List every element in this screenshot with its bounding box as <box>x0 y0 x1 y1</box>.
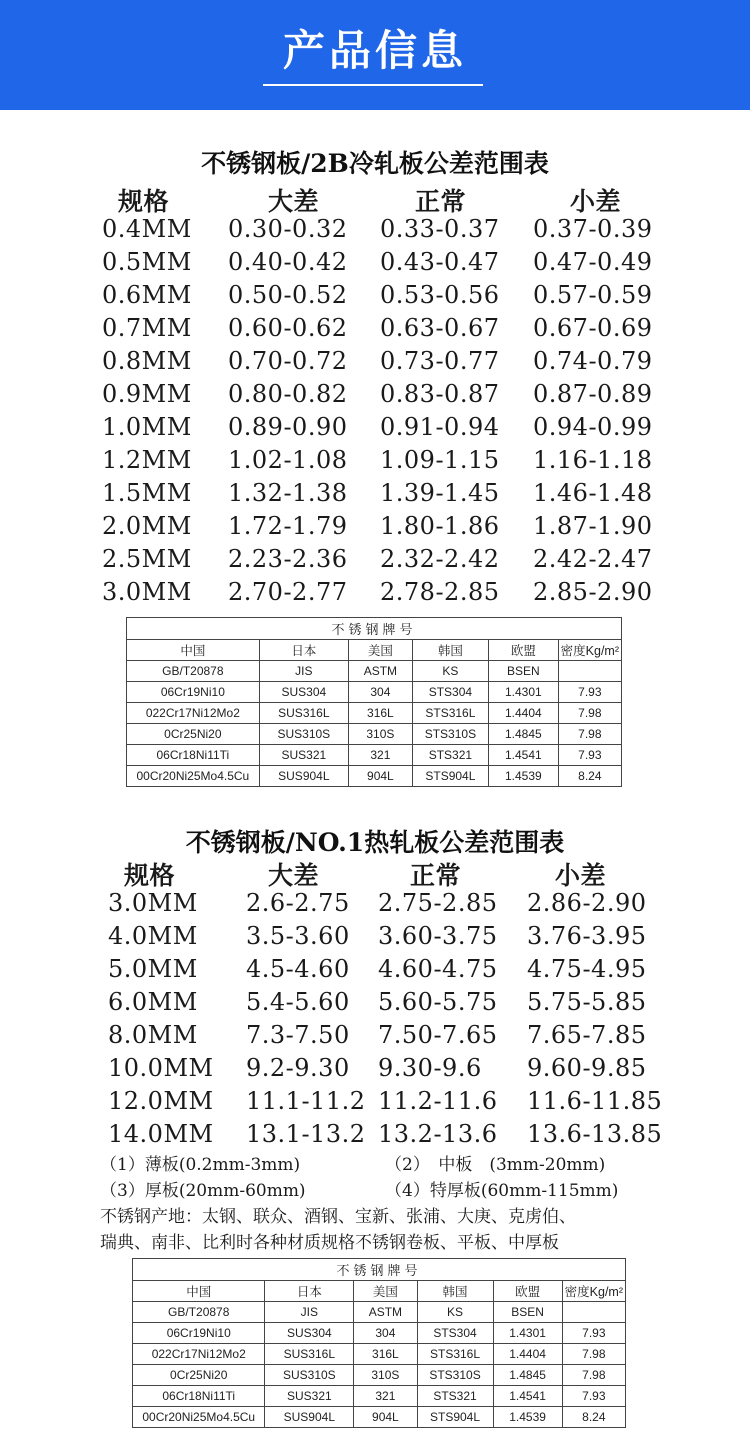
grade-cell: 0Cr25Ni20 <box>127 724 260 745</box>
grade-header-row <box>133 1281 626 1302</box>
large-tolerance-cell: 13.1-13.2 <box>246 1120 366 1148</box>
normal-tolerance-cell: 5.60-5.75 <box>378 988 498 1016</box>
header-spec: 规格 <box>118 187 170 216</box>
grade-cell: SUS304 <box>265 1323 354 1344</box>
table-row <box>0 347 750 380</box>
table-row <box>127 766 622 787</box>
grade-table-caption: 不锈钢牌号 <box>133 1259 626 1281</box>
grade-cell: SUS904L <box>259 766 348 787</box>
spec-cell: 4.0MM <box>108 922 198 950</box>
grade-cell: 0Cr25Ni20 <box>133 1365 265 1386</box>
small-tolerance-cell: 0.67-0.69 <box>533 314 653 342</box>
grade-cell: 904L <box>354 1407 417 1428</box>
small-tolerance-cell: 2.85-2.90 <box>533 578 653 606</box>
large-tolerance-cell: 2.23-2.36 <box>228 545 348 573</box>
spec-cell: 0.9MM <box>102 380 192 408</box>
small-tolerance-cell: 4.75-4.95 <box>527 955 647 983</box>
grade-cell: 304 <box>354 1323 417 1344</box>
table-row <box>127 724 622 745</box>
grade-cell: 06Cr19Ni10 <box>127 682 260 703</box>
grade-cell: 韩国 <box>412 640 488 661</box>
spec-cell: 0.8MM <box>102 347 192 375</box>
grade-cell: 1.4541 <box>493 1386 562 1407</box>
grade-cell: 1.4539 <box>489 766 559 787</box>
grade-cell: 7.98 <box>558 703 621 724</box>
spec-cell: 0.6MM <box>102 281 192 309</box>
grade-cell: STS316L <box>412 703 488 724</box>
grade-cell: 022Cr17Ni12Mo2 <box>127 703 260 724</box>
small-tolerance-cell: 7.65-7.85 <box>527 1021 647 1049</box>
table-row <box>0 413 750 446</box>
normal-tolerance-cell: 1.09-1.15 <box>380 446 500 474</box>
normal-tolerance-cell: 1.39-1.45 <box>380 479 500 507</box>
large-tolerance-cell: 2.70-2.77 <box>228 578 348 606</box>
grade-cell: 美国 <box>354 1281 417 1302</box>
grade-cell: 密度Kg/m² <box>562 1281 625 1302</box>
spec-cell: 3.0MM <box>108 889 198 917</box>
large-tolerance-cell: 2.6-2.75 <box>246 889 350 917</box>
grade-cell: 1.4845 <box>489 724 559 745</box>
normal-tolerance-cell: 2.32-2.42 <box>380 545 500 573</box>
grade-standards-row <box>133 1302 626 1323</box>
table-row <box>133 1344 626 1365</box>
grade-cell: 316L <box>354 1344 417 1365</box>
grade-cell: GB/T20878 <box>133 1302 265 1323</box>
small-tolerance-cell: 5.75-5.85 <box>527 988 647 1016</box>
grade-cell: 316L <box>348 703 412 724</box>
grade-cell: 1.4539 <box>493 1407 562 1428</box>
spec-cell: 5.0MM <box>108 955 198 983</box>
small-tolerance-cell: 0.37-0.39 <box>533 215 653 243</box>
grade-cell: KS <box>417 1302 493 1323</box>
note-extra-thick-plate: （4）特厚板(60mm-115mm) <box>385 1181 619 1201</box>
table-row <box>0 314 750 347</box>
grade-cell: 7.98 <box>558 724 621 745</box>
grade-cell: 欧盟 <box>489 640 559 661</box>
table-row <box>127 703 622 724</box>
normal-tolerance-cell: 0.53-0.56 <box>380 281 500 309</box>
table-row <box>0 578 750 611</box>
normal-tolerance-cell: 1.80-1.86 <box>380 512 500 540</box>
normal-tolerance-cell: 0.43-0.47 <box>380 248 500 276</box>
small-tolerance-cell: 9.60-9.85 <box>527 1054 647 1082</box>
normal-tolerance-cell: 0.83-0.87 <box>380 380 500 408</box>
small-tolerance-cell: 3.76-3.95 <box>527 922 647 950</box>
grade-cell: 7.98 <box>562 1344 625 1365</box>
grade-cell: GB/T20878 <box>127 661 260 682</box>
grade-cell: 304 <box>348 682 412 703</box>
grade-cell: STS304 <box>412 682 488 703</box>
grade-standards-row <box>127 661 622 682</box>
grade-cell: 7.98 <box>562 1365 625 1386</box>
large-tolerance-cell: 5.4-5.60 <box>246 988 350 1016</box>
hot-table-title: 不锈钢板/NO.1热轧板公差范围表 <box>185 828 565 857</box>
origin-line-2: 瑞典、南非、比利时各种材质规格不锈钢卷板、平板、中厚板 <box>100 1233 559 1253</box>
spec-cell: 6.0MM <box>108 988 198 1016</box>
spec-cell: 14.0MM <box>108 1120 214 1148</box>
spec-cell: 2.5MM <box>102 545 192 573</box>
small-tolerance-cell: 11.6-11.85 <box>527 1087 663 1115</box>
table-row <box>133 1407 626 1428</box>
grade-cell: 06Cr18Ni11Ti <box>133 1386 265 1407</box>
grade-cell: BSEN <box>493 1302 562 1323</box>
grade-cell: 7.93 <box>558 682 621 703</box>
grade-cell: 韩国 <box>417 1281 493 1302</box>
grade-cell: SUS310S <box>265 1365 354 1386</box>
note-medium-plate: （2） 中板 (3mm-20mm) <box>385 1155 606 1175</box>
large-tolerance-cell: 3.5-3.60 <box>246 922 350 950</box>
table-row <box>0 512 750 545</box>
table-header-row <box>0 856 750 889</box>
table-row <box>133 1365 626 1386</box>
origin-line-1: 不锈钢产地：太钢、联众、酒钢、宝新、张浦、大庚、克虏伯、 <box>100 1207 576 1227</box>
grade-cell: 中国 <box>133 1281 265 1302</box>
spec-cell: 10.0MM <box>108 1054 214 1082</box>
spec-cell: 1.2MM <box>102 446 192 474</box>
spec-cell: 2.0MM <box>102 512 192 540</box>
large-tolerance-cell: 0.60-0.62 <box>228 314 348 342</box>
cold-table-title: 不锈钢板/2B冷轧板公差范围表 <box>201 149 549 178</box>
table-row <box>0 281 750 314</box>
spec-cell: 0.7MM <box>102 314 192 342</box>
header-large: 大差 <box>268 861 320 890</box>
grade-cell: SUS904L <box>265 1407 354 1428</box>
header-small: 小差 <box>570 187 622 216</box>
spec-cell: 3.0MM <box>102 578 192 606</box>
spec-cell: 1.5MM <box>102 479 192 507</box>
grade-cell: STS304 <box>417 1323 493 1344</box>
normal-tolerance-cell: 0.91-0.94 <box>380 413 500 441</box>
note-thin-plate: （1）薄板(0.2mm-3mm) <box>100 1155 301 1175</box>
large-tolerance-cell: 0.80-0.82 <box>228 380 348 408</box>
normal-tolerance-cell: 11.2-11.6 <box>378 1087 498 1115</box>
large-tolerance-cell: 9.2-9.30 <box>246 1054 350 1082</box>
grade-cell: 8.24 <box>562 1407 625 1428</box>
small-tolerance-cell: 0.87-0.89 <box>533 380 653 408</box>
large-tolerance-cell: 0.70-0.72 <box>228 347 348 375</box>
grade-cell: STS310S <box>417 1365 493 1386</box>
grade-cell: 00Cr20Ni25Mo4.5Cu <box>133 1407 265 1428</box>
table-row <box>0 1120 750 1153</box>
large-tolerance-cell: 0.40-0.42 <box>228 248 348 276</box>
small-tolerance-cell: 0.94-0.99 <box>533 413 653 441</box>
table-row <box>0 479 750 512</box>
header-banner <box>0 0 750 110</box>
grade-cell: 日本 <box>259 640 348 661</box>
grade-cell: 欧盟 <box>493 1281 562 1302</box>
grade-cell: JIS <box>265 1302 354 1323</box>
grade-cell <box>562 1302 625 1323</box>
normal-tolerance-cell: 4.60-4.75 <box>378 955 498 983</box>
grade-table-caption: 不锈钢牌号 <box>127 618 622 640</box>
normal-tolerance-cell: 0.63-0.67 <box>380 314 500 342</box>
large-tolerance-cell: 1.02-1.08 <box>228 446 348 474</box>
grade-cell: STS321 <box>412 745 488 766</box>
grade-cell: 美国 <box>348 640 412 661</box>
small-tolerance-cell: 0.57-0.59 <box>533 281 653 309</box>
grade-cell <box>558 661 621 682</box>
table-row <box>0 1054 750 1087</box>
grade-cell: 7.93 <box>562 1323 625 1344</box>
grade-cell: SUS316L <box>259 703 348 724</box>
grade-cell: 06Cr18Ni11Ti <box>127 745 260 766</box>
table-row <box>0 380 750 413</box>
grade-cell: 06Cr19Ni10 <box>133 1323 265 1344</box>
normal-tolerance-cell: 13.2-13.6 <box>378 1120 498 1148</box>
title-underline <box>263 84 483 86</box>
table-header-row <box>0 182 750 215</box>
header-large: 大差 <box>268 187 320 216</box>
grade-header-row <box>127 640 622 661</box>
cold-tolerance-table <box>0 182 750 611</box>
grade-cell: 1.4541 <box>489 745 559 766</box>
spec-cell: 0.5MM <box>102 248 192 276</box>
small-tolerance-cell: 1.16-1.18 <box>533 446 653 474</box>
header-small: 小差 <box>555 861 607 890</box>
grade-cell: 310S <box>354 1365 417 1386</box>
grade-table-2 <box>132 1258 626 1428</box>
table-row <box>0 248 750 281</box>
hot-tolerance-table <box>0 856 750 1153</box>
grade-cell: 00Cr20Ni25Mo4.5Cu <box>127 766 260 787</box>
grade-cell: 1.4404 <box>493 1344 562 1365</box>
normal-tolerance-cell: 0.73-0.77 <box>380 347 500 375</box>
table-row <box>127 745 622 766</box>
table-row <box>0 889 750 922</box>
small-tolerance-cell: 13.6-13.85 <box>527 1120 663 1148</box>
small-tolerance-cell: 1.87-1.90 <box>533 512 653 540</box>
spec-cell: 0.4MM <box>102 215 192 243</box>
header-normal: 正常 <box>410 861 462 890</box>
grade-cell: ASTM <box>354 1302 417 1323</box>
grade-cell: ASTM <box>348 661 412 682</box>
table-row <box>133 1323 626 1344</box>
table-row <box>0 1087 750 1120</box>
grade-cell: SUS316L <box>265 1344 354 1365</box>
table-row <box>133 1386 626 1407</box>
table-row <box>127 682 622 703</box>
small-tolerance-cell: 0.47-0.49 <box>533 248 653 276</box>
grade-cell: SUS321 <box>265 1386 354 1407</box>
table-row <box>0 545 750 578</box>
table-row <box>0 446 750 479</box>
small-tolerance-cell: 2.42-2.47 <box>533 545 653 573</box>
grade-cell: 321 <box>348 745 412 766</box>
grade-cell: SUS321 <box>259 745 348 766</box>
normal-tolerance-cell: 0.33-0.37 <box>380 215 500 243</box>
table-row <box>0 1021 750 1054</box>
large-tolerance-cell: 4.5-4.60 <box>246 955 350 983</box>
normal-tolerance-cell: 9.30-9.6 <box>378 1054 482 1082</box>
grade-cell: STS316L <box>417 1344 493 1365</box>
grade-cell: STS310S <box>412 724 488 745</box>
grade-cell: STS904L <box>412 766 488 787</box>
small-tolerance-cell: 0.74-0.79 <box>533 347 653 375</box>
large-tolerance-cell: 1.72-1.79 <box>228 512 348 540</box>
grade-cell: BSEN <box>489 661 559 682</box>
spec-cell: 1.0MM <box>102 413 192 441</box>
large-tolerance-cell: 0.30-0.32 <box>228 215 348 243</box>
large-tolerance-cell: 0.89-0.90 <box>228 413 348 441</box>
table-row <box>0 922 750 955</box>
grade-cell: 904L <box>348 766 412 787</box>
table-row <box>0 955 750 988</box>
grade-cell: 1.4404 <box>489 703 559 724</box>
large-tolerance-cell: 1.32-1.38 <box>228 479 348 507</box>
normal-tolerance-cell: 2.75-2.85 <box>378 889 498 917</box>
large-tolerance-cell: 0.50-0.52 <box>228 281 348 309</box>
normal-tolerance-cell: 2.78-2.85 <box>380 578 500 606</box>
small-tolerance-cell: 2.86-2.90 <box>527 889 647 917</box>
header-spec: 规格 <box>124 861 176 890</box>
grade-cell: 1.4845 <box>493 1365 562 1386</box>
grade-cell: 321 <box>354 1386 417 1407</box>
grade-cell: 310S <box>348 724 412 745</box>
grade-cell: STS904L <box>417 1407 493 1428</box>
large-tolerance-cell: 11.1-11.2 <box>246 1087 366 1115</box>
grade-cell: JIS <box>259 661 348 682</box>
grade-cell: KS <box>412 661 488 682</box>
grade-table-1 <box>126 617 622 787</box>
grade-cell: 密度Kg/m² <box>558 640 621 661</box>
table-row <box>0 988 750 1021</box>
grade-cell: 7.93 <box>558 745 621 766</box>
grade-cell: 中国 <box>127 640 260 661</box>
normal-tolerance-cell: 7.50-7.65 <box>378 1021 498 1049</box>
grade-cell: SUS310S <box>259 724 348 745</box>
spec-cell: 12.0MM <box>108 1087 214 1115</box>
grade-cell: 日本 <box>265 1281 354 1302</box>
large-tolerance-cell: 7.3-7.50 <box>246 1021 350 1049</box>
grade-cell: 022Cr17Ni12Mo2 <box>133 1344 265 1365</box>
grade-cell: 7.93 <box>562 1386 625 1407</box>
page-title: 产品信息 <box>282 26 467 75</box>
normal-tolerance-cell: 3.60-3.75 <box>378 922 498 950</box>
header-normal: 正常 <box>415 187 467 216</box>
table-row <box>0 215 750 248</box>
grade-cell: 8.24 <box>558 766 621 787</box>
small-tolerance-cell: 1.46-1.48 <box>533 479 653 507</box>
grade-cell: SUS304 <box>259 682 348 703</box>
spec-cell: 8.0MM <box>108 1021 198 1049</box>
note-thick-plate: （3）厚板(20mm-60mm) <box>100 1181 306 1201</box>
grade-cell: STS321 <box>417 1386 493 1407</box>
grade-cell: 1.4301 <box>489 682 559 703</box>
grade-cell: 1.4301 <box>493 1323 562 1344</box>
